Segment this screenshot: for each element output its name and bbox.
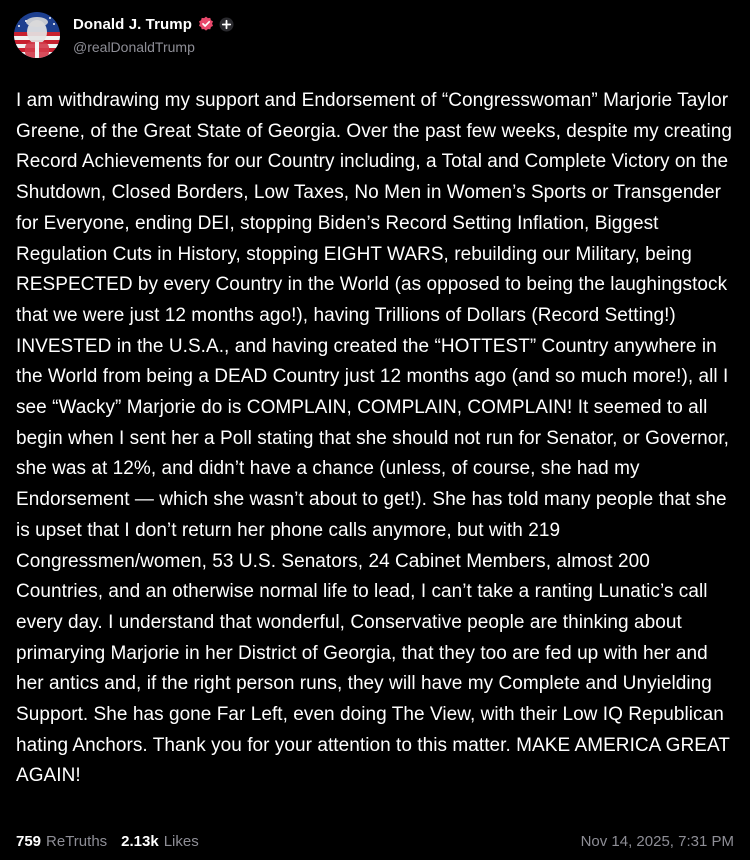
likes-label: Likes: [163, 832, 199, 850]
post-timestamp[interactable]: Nov 14, 2025, 7:31 PM: [580, 832, 734, 850]
retruths-label: ReTruths: [46, 832, 108, 850]
name-row: [73, 14, 234, 34]
user-handle[interactable]: @realDonaldTrump: [73, 39, 195, 55]
display-name[interactable]: Donald J. Trump: [73, 15, 193, 33]
post-header: [73, 14, 234, 55]
retruths-stat[interactable]: [16, 833, 107, 850]
post-footer: [16, 830, 734, 852]
flag-portrait-avatar-icon: [14, 12, 60, 58]
plus-badge-icon: [219, 17, 234, 32]
likes-stat[interactable]: [121, 833, 199, 850]
avatar[interactable]: [14, 12, 60, 58]
post-text: I am withdrawing my support and Endorsement of “Congresswoman” Marjorie Taylor Greene, of the Great State of Georgia. Over the past few weeks, despite my creating Record Achievements for our Country including, a Total and Complete Victory on the Shutdown, Closed Borders, Low Taxes, No Men in Women’s Sports or Transgender for Everyone, ending DEI, stopping Biden’s Record Setting Inflation, Biggest Regulation Cuts in History, stopping EIGHT WARS, rebuilding our Military, being RESPECTED by every Country in the World (as opposed to being the laughingstock that we were just 12 months ago!), having Trillions of Dollars (Record Setting!) INVESTED in the U.S.A., and having created the “HOTTEST” Country anywhere in the World from being a DEAD Country just 12 months ago (and so much more!), all I see “Wacky” Marjorie do is COMPLAIN, COMPLAIN, COMPLAIN! It seemed to all begin when I sent her a Poll stating that she should not run for Senator, or Governor, she was at 12%, and didn’t have a chance (unless, of course, she had my Endorsement — which she wasn’t about to get!). She has told many people that she is upset that I don’t return her phone calls anymore, but with 219 Congressmen/women, 53 U.S. Senators, 24 Cabinet Members, almost 200 Countries, and an otherwise normal life to lead, I can’t take a ranting Lunatic’s call every day. I understand that wonderful, Conservative people are thinking about primarying Marjorie in her District of Georgia, that they too are fed up with her and her antics and, if the right person runs, they will have my Complete and Unyielding Support. She has gone Far Left, even doing The View, with their Low IQ Republican hating Anchors. Thank you for your attention to this matter. MAKE AMERICA GREAT AGAIN!: [16, 90, 732, 787]
retruths-count: 759: [16, 832, 42, 850]
likes-count: 2.13k: [121, 832, 159, 850]
verified-badge-icon: [198, 16, 214, 32]
